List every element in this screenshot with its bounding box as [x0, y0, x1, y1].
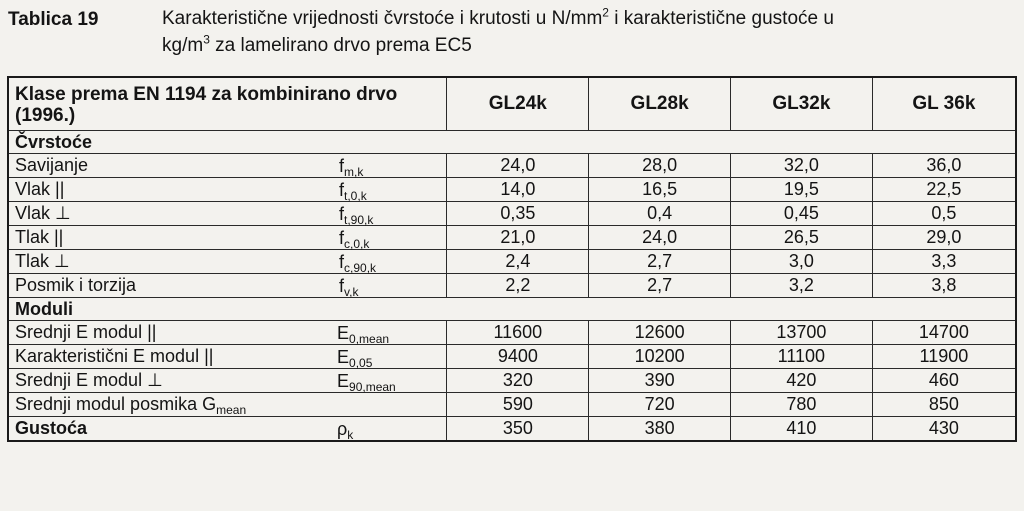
table-row — [8, 226, 1016, 250]
cell-value: 14,0 — [447, 178, 589, 202]
caption-line-1: Karakteristične vrijednosti čvrstoće i krutosti u $N/mm^2$ i karakteristične gustoće u — [162, 5, 834, 29]
cell-value: 29,0 — [872, 226, 1016, 250]
cell-value: 24,0 — [589, 226, 731, 250]
cell-value: 320 — [447, 369, 589, 393]
cell-value: 3,2 — [730, 274, 872, 298]
table-row — [8, 274, 1016, 298]
cell-value: 2,7 — [589, 274, 731, 298]
cell-value: 3,8 — [872, 274, 1016, 298]
cell-value: 3,3 — [872, 250, 1016, 274]
row-symbol: $E_{90,mean}$ — [337, 371, 396, 394]
row-symbol: $f_{t,0,k}$ — [339, 180, 367, 203]
row-label: Tlak ⊥ — [15, 251, 70, 271]
row-label: Posmik i torzija — [15, 275, 137, 295]
cell-value: 390 — [589, 369, 731, 393]
cell-value: 420 — [730, 369, 872, 393]
cell-value: 26,5 — [730, 226, 872, 250]
cell-value: 0,35 — [447, 202, 589, 226]
cell-value: 430 — [872, 417, 1016, 442]
cell-value: 2,2 — [447, 274, 589, 298]
properties-table — [7, 76, 1017, 442]
cell-value: 14700 — [872, 321, 1016, 345]
section-title: Moduli — [8, 298, 1016, 321]
cell-value: 0,4 — [589, 202, 731, 226]
cell-value: 11100 — [730, 345, 872, 369]
cell-value: 350 — [447, 417, 589, 442]
cell-value: 460 — [872, 369, 1016, 393]
cell-value: 21,0 — [447, 226, 589, 250]
table-row — [8, 250, 1016, 274]
table-row — [8, 178, 1016, 202]
row-symbol: $f_{c,90,k}$ — [339, 252, 377, 275]
cell-value: 2,7 — [589, 250, 731, 274]
cell-value: 16,5 — [589, 178, 731, 202]
section-title: Čvrstoće — [8, 131, 1016, 154]
table-row — [8, 369, 1016, 393]
cell-value: 720 — [589, 393, 731, 417]
cell-value: 590 — [447, 393, 589, 417]
row-label: Savijanje — [15, 155, 89, 175]
header-grade-gl32k: GL32k — [730, 77, 872, 131]
table-caption — [0, 0, 1024, 70]
cell-value: 3,0 — [730, 250, 872, 274]
cell-value: 380 — [589, 417, 731, 442]
section-row-moduli — [8, 298, 1016, 321]
header-classes-label: Klase prema EN 1194 za kombinirano drvo (1996.) — [8, 77, 447, 131]
cell-value: 28,0 — [589, 154, 731, 178]
section-row-strengths — [8, 131, 1016, 154]
table-row — [8, 393, 1016, 417]
density-row — [8, 417, 1016, 442]
cell-value: 13700 — [730, 321, 872, 345]
table-row — [8, 202, 1016, 226]
cell-value: 24,0 — [447, 154, 589, 178]
header-row — [8, 77, 1016, 131]
cell-value: 10200 — [589, 345, 731, 369]
row-symbol: $f_{v,k}$ — [339, 276, 359, 299]
cell-value: 850 — [872, 393, 1016, 417]
cell-value: 12600 — [589, 321, 731, 345]
row-symbol: $\rho_k$ — [337, 419, 354, 442]
row-label: Srednji modul posmika $G_{mean}$ — [15, 394, 247, 417]
cell-value: 32,0 — [730, 154, 872, 178]
header-grade-gl28k: GL28k — [589, 77, 731, 131]
row-symbol: $f_{t,90,k}$ — [339, 204, 374, 227]
row-label: Tlak || — [15, 227, 64, 247]
cell-value: 2,4 — [447, 250, 589, 274]
header-grade-gl36k: GL 36k — [872, 77, 1016, 131]
cell-value: 0,45 — [730, 202, 872, 226]
cell-value: 11900 — [872, 345, 1016, 369]
row-label: Vlak || — [15, 179, 65, 199]
row-label: Vlak ⊥ — [15, 203, 71, 223]
row-symbol: $f_{c,0,k}$ — [339, 228, 370, 251]
row-symbol: $E_{0,mean}$ — [337, 323, 390, 346]
cell-value: 9400 — [447, 345, 589, 369]
header-grade-gl24k: GL24k — [447, 77, 589, 131]
cell-value: 22,5 — [872, 178, 1016, 202]
cell-value: 11600 — [447, 321, 589, 345]
cell-value: 410 — [730, 417, 872, 442]
table-row — [8, 154, 1016, 178]
row-label: Srednji E modul || — [15, 322, 157, 342]
cell-value: 0,5 — [872, 202, 1016, 226]
row-label: Gustoća — [15, 418, 88, 438]
table-row — [8, 321, 1016, 345]
table-row — [8, 345, 1016, 369]
cell-value: 19,5 — [730, 178, 872, 202]
row-symbol: $f_{m,k}$ — [339, 156, 364, 179]
cell-value: 780 — [730, 393, 872, 417]
cell-value: 36,0 — [872, 154, 1016, 178]
row-label: Srednji E modul ⊥ — [15, 370, 163, 390]
caption-line-2: $kg/m^3$ za lamelirano drvo prema EC5 — [162, 32, 472, 56]
row-label: Karakteristični E modul || — [15, 346, 214, 366]
row-symbol: $E_{0,05}$ — [337, 347, 373, 370]
table-number: Tablica 19 — [8, 9, 99, 30]
